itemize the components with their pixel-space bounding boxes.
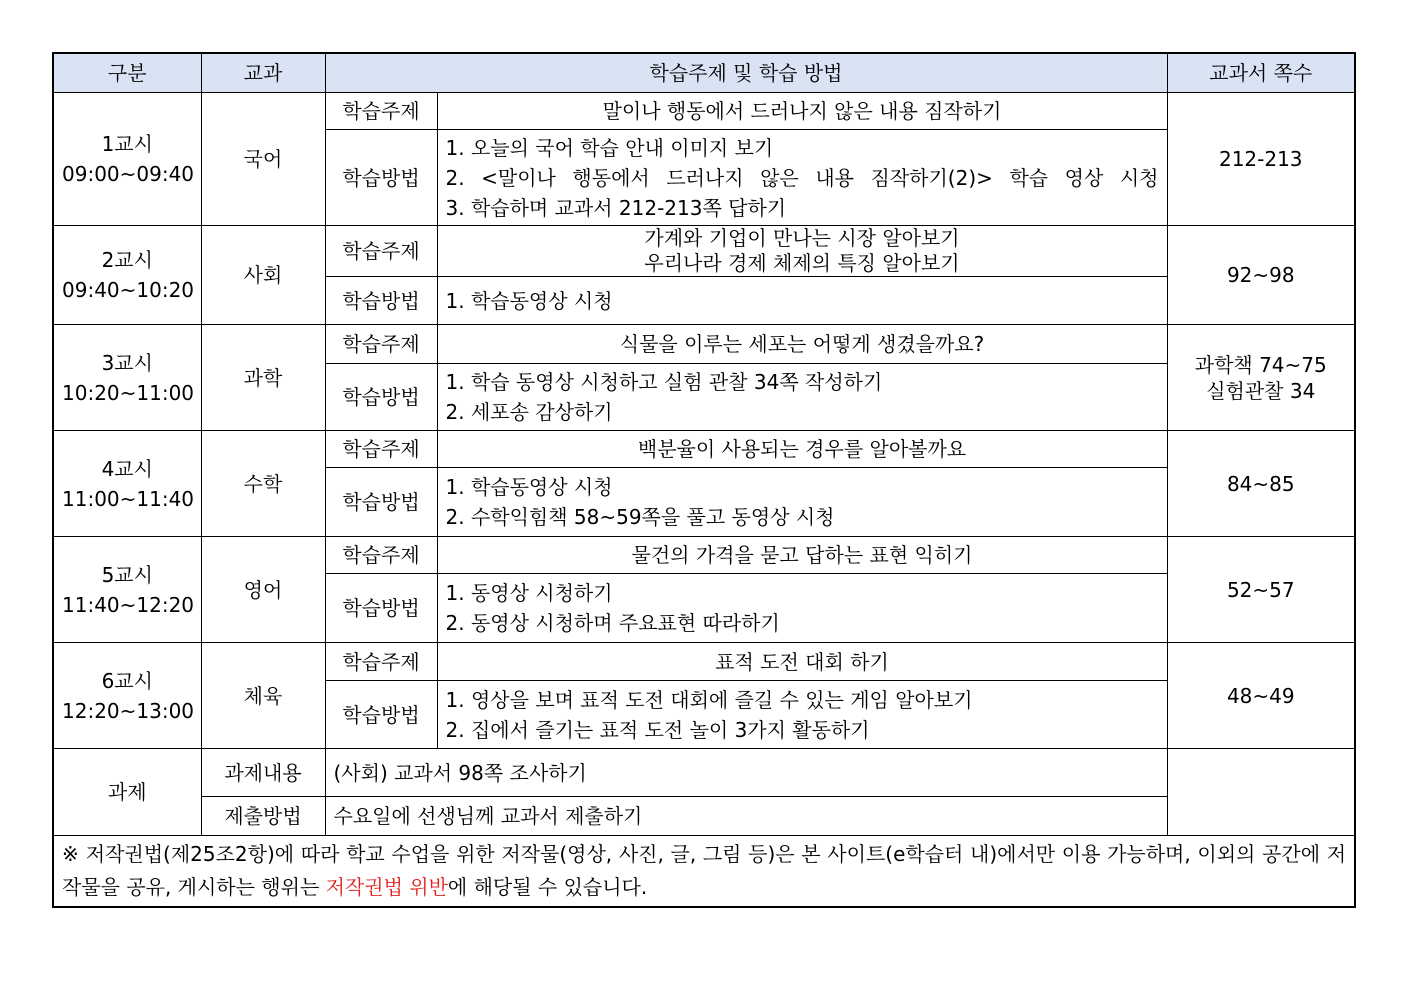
method-step: 2. 수학익힘책 58~59쪽을 풀고 동영상 시청 bbox=[445, 505, 835, 529]
pages-cell bbox=[1167, 226, 1355, 325]
header-row bbox=[53, 53, 1355, 93]
homework-pages-cell bbox=[1167, 749, 1355, 836]
method-cell bbox=[437, 130, 1167, 226]
period-time: 10:20~11:00 bbox=[62, 380, 195, 405]
pages-text: 52~57 bbox=[1226, 577, 1295, 602]
period-name: 2교시 bbox=[101, 248, 153, 272]
homework-content: (사회) 교과서 98쪽 조사하기 bbox=[325, 749, 1167, 797]
method-step: 2. 동영상 시청하며 주요표현 따라하기 bbox=[445, 611, 780, 635]
period-5-label bbox=[53, 537, 201, 643]
method-step: 1. 학습동영상 시청 bbox=[445, 475, 613, 499]
topic-cell bbox=[437, 226, 1167, 277]
pages-cell bbox=[1167, 537, 1355, 643]
method-cell bbox=[437, 364, 1167, 431]
notice-text-before: ※ 저작권법(제25조2항)에 따라 학교 수업을 위한 저작물(영상, 사진, 글, 그림 등)은 본 사이트(e학습터 내)에서만 이용 가능하며, 이외의 공간에 저작물을 공유, 게시하는 행위는 bbox=[62, 842, 1347, 899]
homework-content-label: 과제내용 bbox=[201, 749, 325, 797]
pages-text: 84~85 bbox=[1226, 471, 1295, 496]
subject-cell: 사회 bbox=[201, 226, 325, 325]
pages-text: 과학책 74~75 bbox=[1194, 352, 1327, 377]
method-step: 1. 동영상 시청하기 bbox=[445, 581, 613, 605]
homework-label: 과제 bbox=[53, 749, 201, 836]
pages-cell bbox=[1167, 93, 1355, 226]
period-1-label bbox=[53, 93, 201, 226]
topic-label: 학습주제 bbox=[325, 325, 437, 364]
method-cell bbox=[437, 681, 1167, 749]
header-pages: 교과서 쪽수 bbox=[1167, 53, 1355, 93]
method-label: 학습방법 bbox=[325, 130, 437, 226]
notice-row bbox=[53, 836, 1355, 908]
method-cell bbox=[437, 277, 1167, 325]
topic-cell bbox=[437, 325, 1167, 364]
pages-cell bbox=[1167, 325, 1355, 431]
method-step: 2. 집에서 즐기는 표적 도전 놀이 3가지 활동하기 bbox=[445, 717, 870, 742]
notice-text-after: 에 해당될 수 있습니다. bbox=[447, 875, 648, 899]
pages-cell bbox=[1167, 431, 1355, 537]
period-time: 09:00~09:40 bbox=[62, 162, 195, 186]
period-6-topic-row bbox=[53, 643, 1355, 681]
method-step: 1. 학습동영상 시청 bbox=[445, 288, 613, 313]
period-name: 5교시 bbox=[101, 562, 153, 587]
homework-submit-row bbox=[53, 797, 1355, 836]
header-topic-method: 학습주제 및 학습 방법 bbox=[325, 53, 1167, 93]
subject-cell: 영어 bbox=[201, 537, 325, 643]
homework-submit: 수요일에 선생님께 교과서 제출하기 bbox=[325, 797, 1167, 836]
period-4-label bbox=[53, 431, 201, 537]
pages-text: 실험관찰 34 bbox=[1206, 378, 1316, 403]
method-label: 학습방법 bbox=[325, 574, 437, 643]
method-cell bbox=[437, 468, 1167, 537]
subject-cell: 과학 bbox=[201, 325, 325, 431]
pages-text: 92~98 bbox=[1226, 263, 1295, 287]
copyright-notice bbox=[53, 836, 1355, 908]
header-period: 구분 bbox=[53, 53, 201, 93]
period-2-topic-row bbox=[53, 226, 1355, 277]
period-time: 11:40~12:20 bbox=[62, 592, 195, 617]
method-step: 1. 영상을 보며 표적 도전 대회에 즐길 수 있는 게임 알아보기 bbox=[445, 687, 973, 712]
topic-cell bbox=[437, 431, 1167, 468]
method-step: 2. <말이나 행동에서 드러나지 않은 내용 짐작하기(2)> 학습 영상 시청 bbox=[445, 165, 1159, 190]
topic-cell bbox=[437, 537, 1167, 574]
topic-label: 학습주제 bbox=[325, 643, 437, 681]
period-time: 11:00~11:40 bbox=[62, 486, 195, 511]
topic-text: 물건의 가격을 묻고 답하는 표현 익히기 bbox=[631, 543, 973, 567]
pages-text: 48~49 bbox=[1226, 683, 1295, 708]
subject-cell: 수학 bbox=[201, 431, 325, 537]
topic-text: 가계와 기업이 만나는 시장 알아보기 bbox=[644, 226, 960, 250]
topic-label: 학습주제 bbox=[325, 93, 437, 130]
schedule-table bbox=[52, 52, 1356, 908]
period-2-label bbox=[53, 226, 201, 325]
method-label: 학습방법 bbox=[325, 364, 437, 431]
period-time: 09:40~10:20 bbox=[62, 278, 195, 302]
period-3-topic-row bbox=[53, 325, 1355, 364]
period-5-topic-row bbox=[53, 537, 1355, 574]
topic-label: 학습주제 bbox=[325, 431, 437, 468]
period-name: 6교시 bbox=[101, 668, 153, 693]
method-step: 2. 세포송 감상하기 bbox=[445, 400, 613, 424]
notice-highlight: 저작권법 위반 bbox=[325, 875, 448, 899]
topic-text: 말이나 행동에서 드러나지 않은 내용 짐작하기 bbox=[602, 99, 1002, 123]
pages-cell bbox=[1167, 643, 1355, 749]
period-name: 4교시 bbox=[101, 456, 153, 481]
topic-cell bbox=[437, 93, 1167, 130]
topic-cell bbox=[437, 643, 1167, 681]
header-subject: 교과 bbox=[201, 53, 325, 93]
topic-label: 학습주제 bbox=[325, 537, 437, 574]
homework-submit-label: 제출방법 bbox=[201, 797, 325, 836]
topic-text: 우리나라 경제 체제의 특징 알아보기 bbox=[644, 251, 960, 275]
method-cell bbox=[437, 574, 1167, 643]
method-step: 3. 학습하며 교과서 212-213쪽 답하기 bbox=[445, 195, 787, 220]
period-3-label bbox=[53, 325, 201, 431]
pages-text: 212-213 bbox=[1218, 147, 1303, 171]
method-step: 1. 학습 동영상 시청하고 실험 관찰 34쪽 작성하기 bbox=[445, 370, 883, 394]
subject-cell: 체육 bbox=[201, 643, 325, 749]
method-step: 1. 오늘의 국어 학습 안내 이미지 보기 bbox=[445, 135, 774, 160]
period-4-topic-row bbox=[53, 431, 1355, 468]
topic-text: 식물을 이루는 세포는 어떻게 생겼을까요? bbox=[619, 332, 985, 356]
topic-text: 백분율이 사용되는 경우를 알아볼까요 bbox=[637, 437, 967, 461]
method-label: 학습방법 bbox=[325, 681, 437, 749]
topic-text: 표적 도전 대회 하기 bbox=[715, 649, 889, 674]
period-time: 12:20~13:00 bbox=[62, 698, 195, 723]
method-label: 학습방법 bbox=[325, 277, 437, 325]
period-1-topic-row bbox=[53, 93, 1355, 130]
subject-cell: 국어 bbox=[201, 93, 325, 226]
topic-label: 학습주제 bbox=[325, 226, 437, 277]
period-name: 3교시 bbox=[101, 350, 153, 375]
period-name: 1교시 bbox=[101, 132, 153, 156]
period-6-label bbox=[53, 643, 201, 749]
homework-content-row bbox=[53, 749, 1355, 797]
method-label: 학습방법 bbox=[325, 468, 437, 537]
